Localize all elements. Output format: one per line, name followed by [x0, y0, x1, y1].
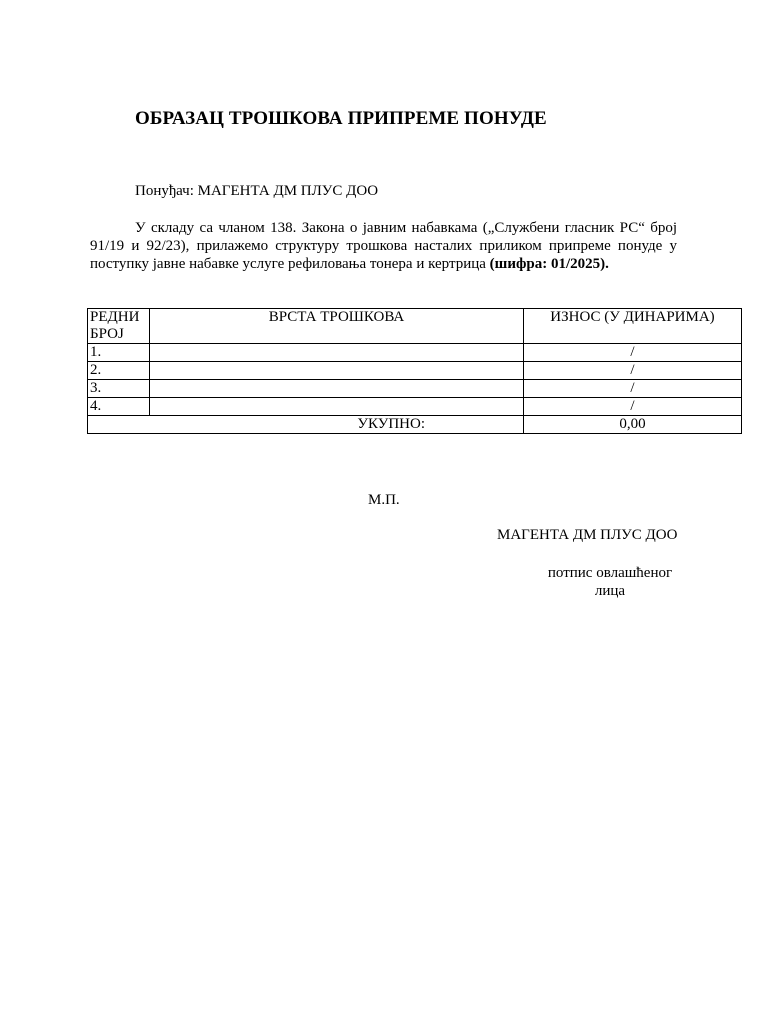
total-row: [88, 416, 742, 434]
signature-company-name: МАГЕНТА ДМ ПЛУС ДОО: [497, 527, 678, 543]
table-row: [88, 380, 742, 398]
intro-paragraph: [90, 219, 677, 273]
bidder-name: МАГЕНТА ДМ ПЛУС ДОО: [197, 183, 379, 199]
bidder-line: [135, 183, 378, 200]
row-cost-type: [150, 380, 524, 398]
document-title: ОБРАЗАЦ ТРОШКОВА ПРИПРЕМЕ ПОНУДЕ: [135, 108, 547, 129]
signature-caption: потпис овлашћеног лица: [547, 565, 673, 599]
cost-table: [87, 308, 742, 434]
header-cost-type: ВРСТА ТРОШКОВА: [150, 309, 524, 344]
row-number: 3.: [88, 380, 150, 398]
intro-code: (шифра: 01/2025).: [489, 256, 609, 272]
row-amount: /: [524, 344, 742, 362]
header-amount: ИЗНОС (У ДИНАРИМА): [524, 309, 742, 344]
row-cost-type: [150, 398, 524, 416]
row-number: 1.: [88, 344, 150, 362]
table-row: [88, 398, 742, 416]
row-amount: /: [524, 380, 742, 398]
row-cost-type: [150, 362, 524, 380]
row-number: 2.: [88, 362, 150, 380]
table-row: [88, 362, 742, 380]
bidder-label: Понуђач:: [135, 183, 194, 199]
intro-text: У складу са чланом 138. Закона о јавним набавкама („Службени гласник РС“ број 91/19 и 92/23), прилажемо структуру трошкова насталих приликом припреме понуде у поступку јавне набавке услуге рефиловања тонера и кертрица: [90, 220, 677, 272]
row-number: 4.: [88, 398, 150, 416]
total-label: УКУПНО:: [88, 416, 524, 434]
header-number: РЕДНИ БРОЈ: [88, 309, 150, 344]
table-row: [88, 344, 742, 362]
row-amount: /: [524, 362, 742, 380]
stamp-placeholder: М.П.: [368, 492, 400, 508]
row-amount: /: [524, 398, 742, 416]
table-header-row: [88, 309, 742, 344]
total-value: 0,00: [524, 416, 742, 434]
row-cost-type: [150, 344, 524, 362]
